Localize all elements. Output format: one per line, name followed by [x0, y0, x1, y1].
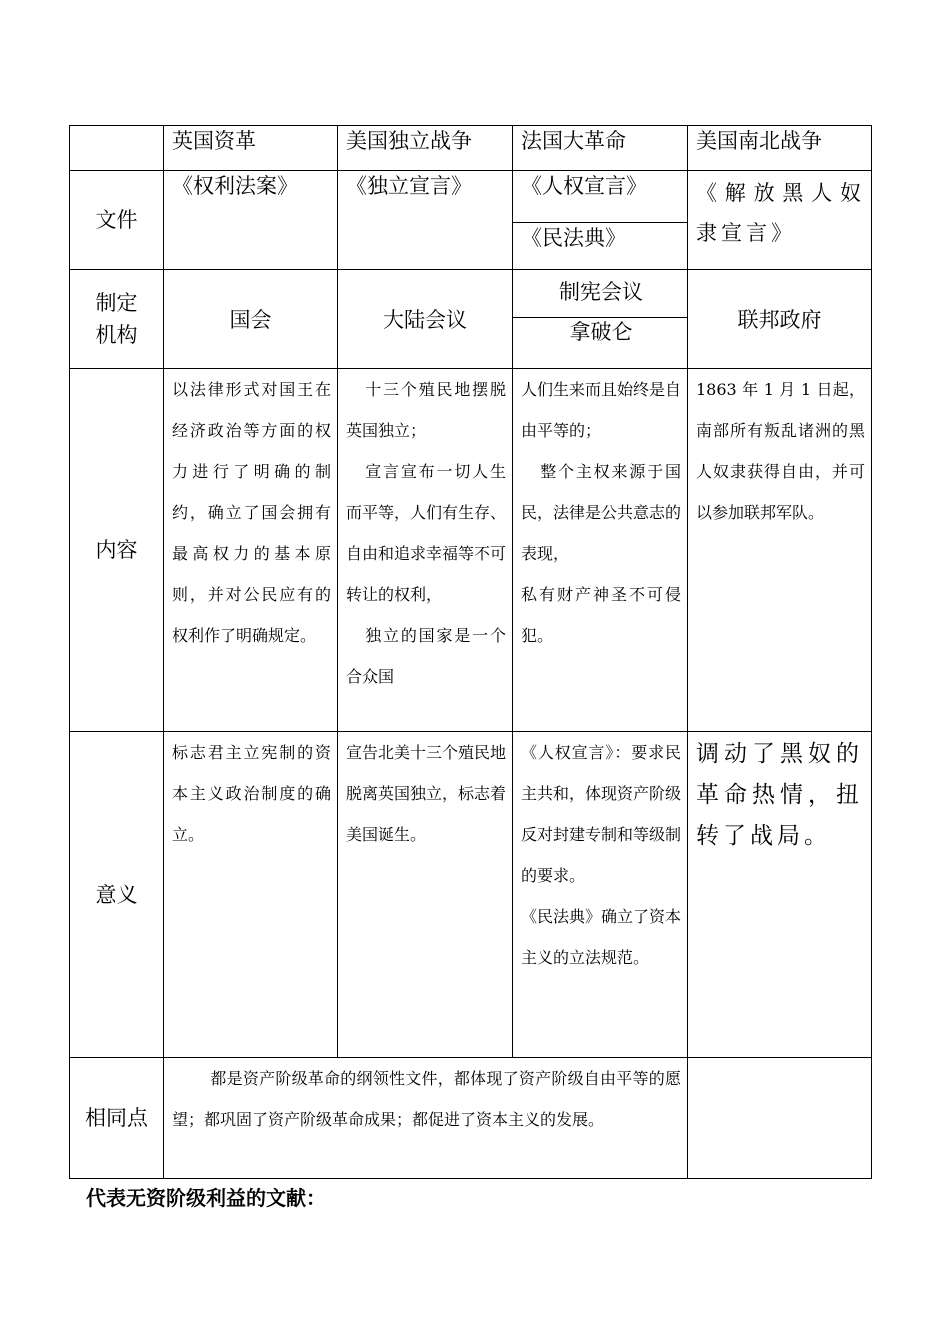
footer-heading: 代表无资阶级利益的文献：: [86, 1186, 326, 1210]
header-blank-cell: [70, 126, 164, 171]
significance-france-p1: 《人权宣言》：要求民主共和，体现资产阶级反对封建专制和等级制的要求。: [521, 743, 682, 885]
significance-france: [513, 732, 688, 1058]
body-civil-war: 联邦政府: [688, 270, 872, 369]
row-label-body-line2: 机构: [95, 323, 138, 347]
content-france-p1: 人们生来而且始终是自由平等的；: [521, 380, 682, 440]
body-france-first: 制宪会议: [559, 280, 643, 304]
common-points-text: 都是资产阶级革命的纲领性文件，都体现了资产阶级自由平等的愿望；都巩固了资产阶级革命成果；都促进了资本主义的发展。: [164, 1058, 688, 1179]
body-france-second: 拿破仑: [513, 317, 687, 368]
documents-france-first: 《人权宣言》: [521, 174, 647, 198]
row-label-common: 相同点: [70, 1058, 164, 1179]
row-label-documents: 文件: [70, 171, 164, 270]
significance-civil-war: 调动了黑奴的革命热情，扭转了战局。: [688, 732, 872, 1058]
content-america-p3: 独立的国家是一个合众国: [346, 626, 506, 686]
significance-england: 标志君主立宪制的资本主义政治制度的确立。: [164, 732, 338, 1058]
content-america-p1: 十三个殖民地摆脱英国独立；: [346, 380, 506, 440]
body-england: 国会: [164, 270, 338, 369]
content-france-p2: 整个主权来源于国民，法律是公共意志的表现，: [521, 462, 682, 563]
header-american-independence: 美国独立战争: [338, 126, 513, 171]
common-row: [70, 1058, 872, 1179]
content-england: 以法律形式对国王在经济政治等方面的权力进行了明确的制约，确立了国会拥有最高权力的基本原则，并对公民应有的权利作了明确规定。: [164, 369, 338, 732]
body-row: [70, 270, 872, 369]
row-label-body-line1: 制定: [95, 291, 138, 315]
documents-england: 《权利法案》: [164, 171, 338, 270]
content-row: [70, 369, 872, 732]
row-label-content: 内容: [70, 369, 164, 732]
content-france-p3: 私有财产神圣不可侵犯。: [521, 585, 681, 645]
content-america: [338, 369, 513, 732]
header-french-revolution: 法国大革命: [513, 126, 688, 171]
body-france: [513, 270, 688, 369]
header-english-revolution: 英国资革: [164, 126, 338, 171]
header-row: [70, 126, 872, 171]
significance-row: [70, 732, 872, 1058]
content-civil-war: 1863 年 1 月 1 日起，南部所有叛乱诸洲的黑人奴隶获得自由，并可以参加联邦军队。: [688, 369, 872, 732]
documents-france: [513, 171, 688, 270]
documents-civil-war: 《解放黑人奴隶宣言》: [688, 171, 872, 270]
common-empty-cell: [688, 1058, 872, 1179]
row-label-body: [70, 270, 164, 369]
documents-america: 《独立宣言》: [338, 171, 513, 270]
row-label-significance: 意义: [70, 732, 164, 1058]
content-america-p2: 宣言宣布一切人生而平等，人们有生存、自由和追求幸福等不可转让的权利，: [346, 462, 507, 604]
body-america: 大陆会议: [338, 270, 513, 369]
significance-france-p2: 《民法典》确立了资本主义的立法规范。: [521, 907, 682, 967]
comparison-table: [69, 125, 872, 1179]
header-american-civil-war: 美国南北战争: [688, 126, 872, 171]
significance-america: 宣告北美十三个殖民地脱离英国独立，标志着美国诞生。: [338, 732, 513, 1058]
documents-france-second: 《民法典》: [513, 222, 687, 251]
content-france: [513, 369, 688, 732]
documents-row: [70, 171, 872, 270]
